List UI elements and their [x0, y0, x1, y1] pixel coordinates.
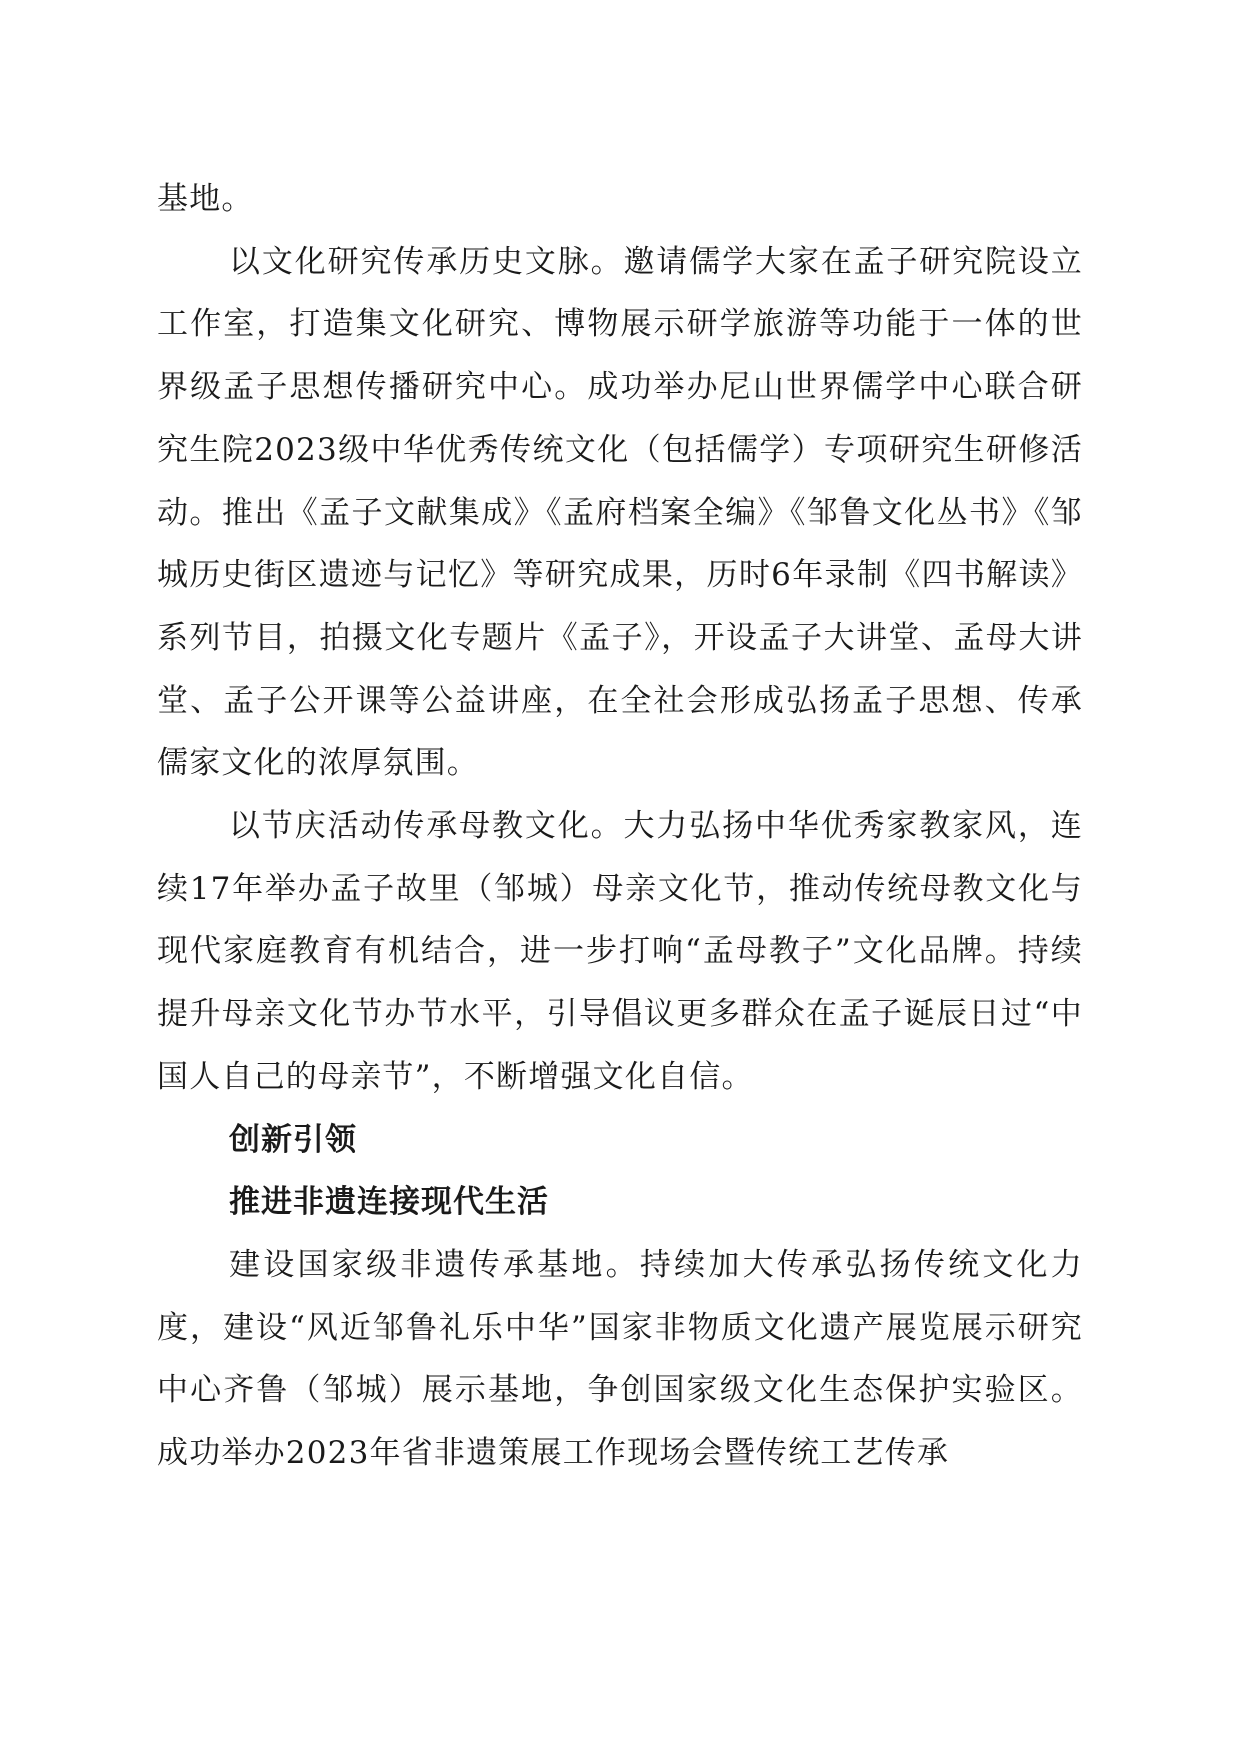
subsection-heading-heritage: 推进非遗连接现代生活 — [229, 1184, 549, 1221]
paragraph-heritage-base: 建设国家级非遗传承基地。持续加大传承弘扬传统文化力度，建设“风近邹鲁礼乐中华”国家非物质文化遗产展览展示研究中心齐鲁（邹城）展示基地，争创国家级文化生态保护实验区。成功举办2023年省非遗策展工作现场会暨传统工艺传承 — [157, 1246, 1083, 1472]
section-heading-innovation: 创新引领 — [229, 1121, 357, 1158]
paragraph-cultural-research: 以文化研究传承历史文脉。邀请儒学大家在孟子研究院设立工作室，打造集文化研究、博物展示研学旅游等功能于一体的世界级孟子思想传播研究中心。成功举办尼山世界儒学中心联合研究生院2023级中华优秀传统文化（包括儒学）专项研究生研修活动。推出《孟子文献集成》《孟府档案全编》《邹鲁文化丛书》《邹城历史街区遗迹与记忆》等研究成果，历时6年录制《四书解读》系列节目，拍摄文化专题片《孟子》，开设孟子大讲堂、孟母大讲堂、孟子公开课等公益讲座，在全社会形成弘扬孟子思想、传承儒家文化的浓厚氛围。 — [157, 243, 1083, 782]
paragraph-continuation: 基地。 — [157, 181, 254, 217]
document-body — [157, 168, 1083, 1485]
paragraph-festival-activities: 以节庆活动传承母教文化。大力弘扬中华优秀家教家风，连续17年举办孟子故里（邹城）母亲文化节，推动传统母教文化与现代家庭教育有机结合，进一步打响“孟母教子”文化品牌。持续提升母亲文化节办节水平，引导倡议更多群众在孟子诞辰日过“中国人自己的母亲节”，不断增强文化自信。 — [157, 808, 1083, 1095]
